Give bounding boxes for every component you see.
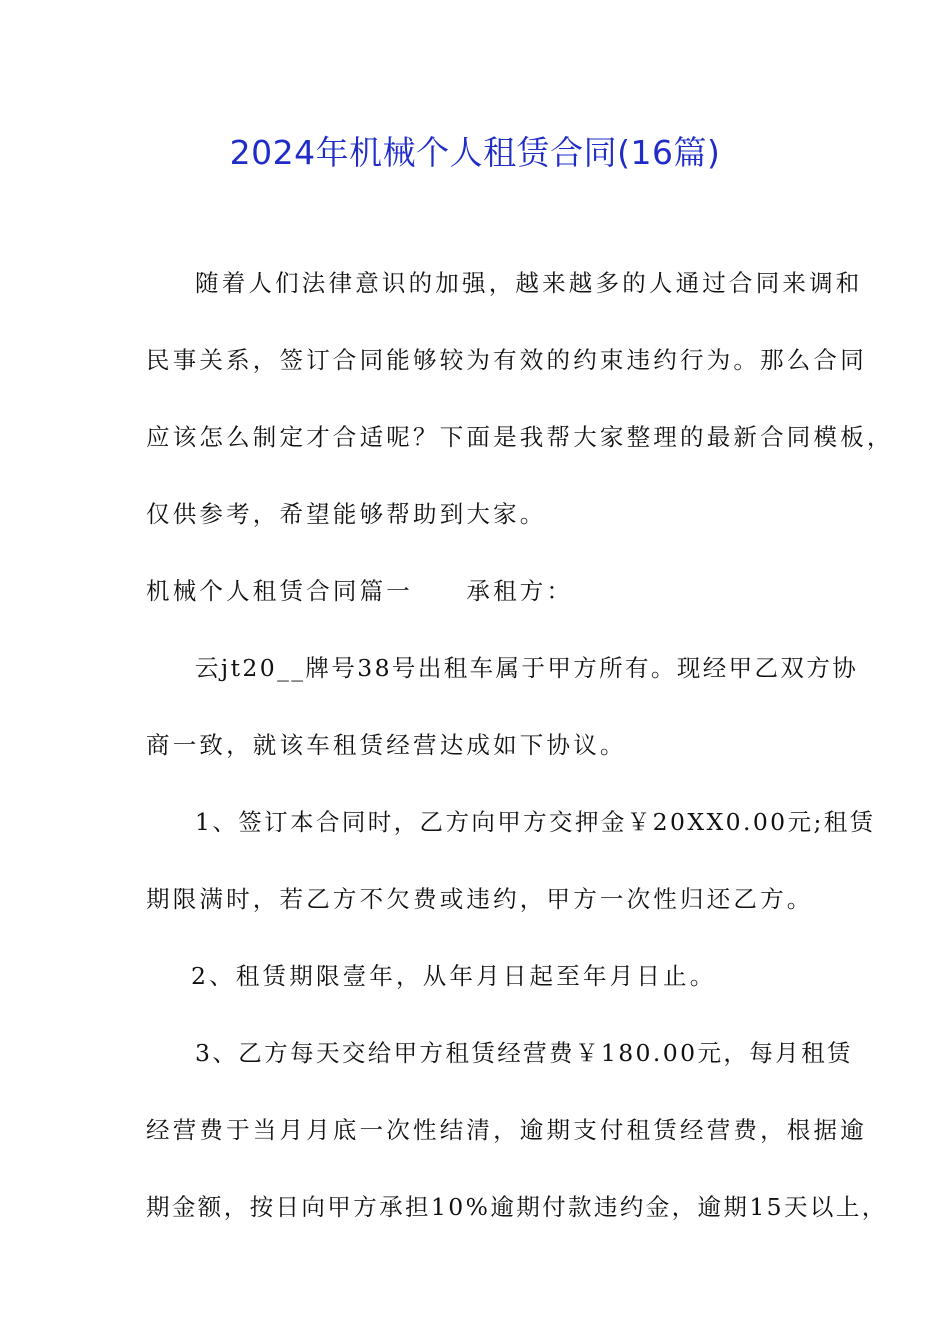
paragraph-line: 仅供参考，希望能够帮助到大家。 bbox=[146, 500, 547, 528]
paragraph-line: 经营费于当月月底一次性结清，逾期支付租赁经营费，根据逾 bbox=[146, 1116, 867, 1144]
paragraph-line: 民事关系，签订合同能够较为有效的约束违约行为。那么合同 bbox=[146, 346, 867, 374]
paragraph-line: 随着人们法律意识的加强，越来越多的人通过合同来调和 bbox=[195, 269, 863, 297]
section-heading: 机械个人租赁合同篇一 承租方： bbox=[146, 577, 574, 605]
paragraph-line: 期限满时，若乙方不欠费或违约，甲方一次性归还乙方。 bbox=[146, 885, 814, 913]
paragraph-line: 商一致，就该车租赁经营达成如下协议。 bbox=[146, 731, 627, 759]
paragraph-line: 应该怎么制定才合适呢？下面是我帮大家整理的最新合同模板， bbox=[146, 423, 894, 451]
document-title: 2024年机械个人租赁合同(16篇) bbox=[229, 133, 721, 172]
paragraph-line: 1、签订本合同时，乙方向甲方交押金￥20XX0.00元;租赁 bbox=[195, 808, 876, 836]
paragraph-line: 2、租赁期限壹年，从年月日起至年月日止。 bbox=[191, 962, 717, 990]
paragraph-line: 期金额，按日向甲方承担10%逾期付款违约金，逾期15天以上， bbox=[146, 1193, 888, 1221]
paragraph-line: 3、乙方每天交给甲方租赁经营费￥180.00元，每月租赁 bbox=[195, 1039, 853, 1067]
paragraph-line: 云jt20__牌号38号出租车属于甲方所有。现经甲乙双方协 bbox=[195, 654, 859, 682]
